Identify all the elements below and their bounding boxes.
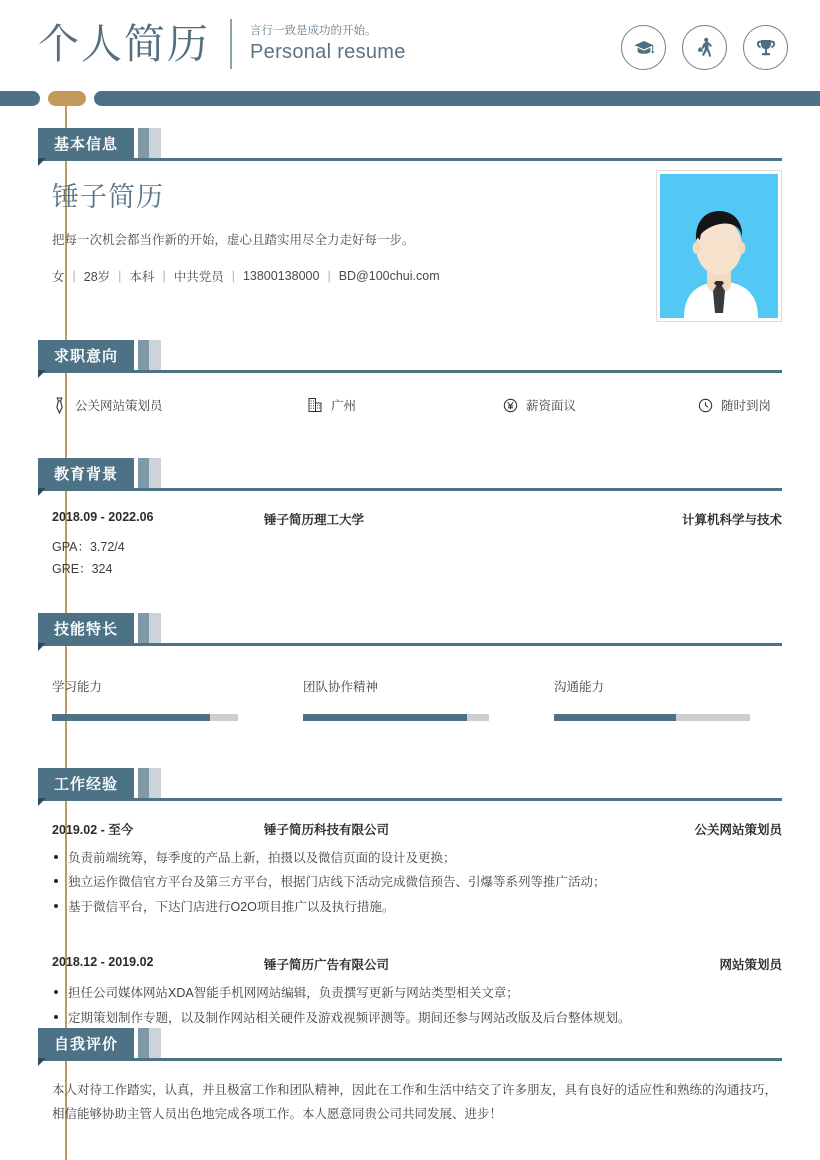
skill-label: 团队协作精神 <box>303 680 379 694</box>
meta-separator: | <box>162 268 166 283</box>
tab-light-segment <box>149 613 161 643</box>
businessman-walking-icon <box>682 25 727 70</box>
section-header-intention <box>0 340 820 374</box>
section-header-skills <box>0 613 820 647</box>
section-rule <box>38 488 782 491</box>
self-evaluation-text: 本人对待工作踏实，认真，并且极富工作和团队精神，因此在工作和生活中结交了许多朋友，具有良好的适应性和熟练的沟通技巧，相信能够协助主管人员出色地完成各项工作。本人愿意同贵公司共同发展、进步！ <box>52 1083 778 1122</box>
header-subtitle-en: Personal resume <box>250 40 406 63</box>
intention-city-label: 广州 <box>331 399 357 413</box>
meta-separator: | <box>327 268 331 283</box>
meta-political: 中共党员 <box>173 269 224 284</box>
intention-availability <box>698 396 771 414</box>
skill-label: 沟通能力 <box>554 680 605 694</box>
work-bullet: 独立运作微信官方平台及第三方平台，根据门店线下活动完成微信预告、引爆等系列等推广活动； <box>52 870 782 894</box>
section-rule <box>38 643 782 646</box>
work-company: 锤子简历广告有限公司 <box>264 958 390 973</box>
section-rule <box>38 798 782 801</box>
necktie-icon <box>52 397 67 414</box>
meta-separator: | <box>231 268 235 283</box>
section-education <box>0 458 820 581</box>
skill-bar-fill <box>554 714 676 721</box>
section-basic-info <box>0 128 820 285</box>
tab-light-segment <box>149 340 161 370</box>
intention-availability-label: 随时到岗 <box>721 399 772 413</box>
header-decor-bar <box>0 91 820 106</box>
work-company: 锤子简历科技有限公司 <box>264 823 390 837</box>
work-bullets <box>52 981 782 1030</box>
section-body-basic <box>0 162 820 285</box>
section-header-education <box>0 458 820 492</box>
avatar <box>656 170 782 322</box>
yen-circle-icon <box>503 398 518 413</box>
section-tab-label: 求职意向 <box>38 340 134 370</box>
tab-light-segment <box>149 1028 161 1058</box>
section-header-work <box>0 768 820 802</box>
decor-segment-gold <box>48 91 86 106</box>
work-bullet: 基于微信平台，下达门店进行O2O项目推广以及执行措施。 <box>52 895 782 919</box>
skill-bar-fill <box>52 714 210 721</box>
intention-city <box>308 396 503 414</box>
skills-row <box>52 647 782 721</box>
section-tab-label: 工作经验 <box>38 768 134 798</box>
meta-separator: | <box>118 268 122 283</box>
intention-salary-label: 薪资面议 <box>526 399 577 413</box>
tab-fold-corner <box>38 1058 46 1066</box>
skill-item <box>52 677 280 721</box>
education-details <box>52 537 782 581</box>
skill-bar-fill <box>303 714 467 721</box>
education-major: 计算机科学与技术 <box>681 513 782 527</box>
graduation-cap-icon <box>621 25 666 70</box>
meta-age: 28岁 <box>83 269 111 284</box>
tab-mid-segment <box>138 128 149 158</box>
section-tab-label: 教育背景 <box>38 458 134 488</box>
avatar-image <box>660 174 778 318</box>
tab-fold-corner <box>38 488 46 496</box>
section-rule <box>38 158 782 161</box>
section-body-skills <box>0 647 820 721</box>
education-period: 2018.09 - 2022.06 <box>52 510 154 524</box>
skill-item <box>303 677 531 721</box>
intention-position-label: 公关网站策划员 <box>75 399 163 413</box>
tab-mid-segment <box>138 340 149 370</box>
work-entry-header <box>52 937 782 973</box>
education-school: 锤子简历理工大学 <box>264 513 365 527</box>
work-role: 公关网站策划员 <box>694 823 782 837</box>
education-gpa: GPA：3.72/4 <box>52 540 125 554</box>
decor-segment-right <box>94 91 820 106</box>
work-entry <box>52 937 782 1030</box>
tab-mid-segment <box>138 458 149 488</box>
candidate-name: 锤子简历 <box>52 182 164 212</box>
section-tab-label: 技能特长 <box>38 613 134 643</box>
section-tab-label: 自我评价 <box>38 1028 134 1058</box>
candidate-motto: 把每一次机会都当作新的开始，虚心且踏实用尽全力走好每一步。 <box>52 233 415 247</box>
page-title-cn: 个人简历 <box>38 20 210 67</box>
trophy-icon <box>743 25 788 70</box>
section-body-evaluation <box>0 1062 820 1127</box>
education-row <box>52 492 782 528</box>
decor-segment-left <box>0 91 40 106</box>
meta-degree: 本科 <box>129 269 155 284</box>
page-header <box>0 0 820 88</box>
section-header-basic <box>0 128 820 162</box>
tab-mid-segment <box>138 768 149 798</box>
work-entry <box>52 802 782 919</box>
work-bullet: 定期策划制作专题，以及制作网站相关硬件及游戏视频评测等。期间还参与网站改版及后台整体规划。 <box>52 1006 782 1030</box>
tab-light-segment <box>149 128 161 158</box>
section-body-intention <box>0 374 820 414</box>
header-icon-group <box>621 25 788 70</box>
clock-icon <box>698 398 713 413</box>
work-period: 2018.12 - 2019.02 <box>52 955 154 970</box>
header-subtitle-cn: 言行一致是成功的开始。 <box>250 25 377 38</box>
section-header-evaluation <box>0 1028 820 1062</box>
skill-bar-track <box>303 714 489 721</box>
work-period: 2019.02 - 至今 <box>52 823 134 837</box>
tab-mid-segment <box>138 613 149 643</box>
skill-bar-track <box>52 714 238 721</box>
education-gre: GRE：324 <box>52 561 113 576</box>
tab-fold-corner <box>38 158 46 166</box>
work-bullets <box>52 846 782 919</box>
skill-item <box>554 677 782 721</box>
work-entry-header <box>52 802 782 838</box>
tab-light-segment <box>149 458 161 488</box>
tab-fold-corner <box>38 370 46 378</box>
tab-mid-segment <box>138 1028 149 1058</box>
section-self-evaluation <box>0 1028 820 1127</box>
work-role: 网站策划员 <box>719 958 782 973</box>
tab-fold-corner <box>38 798 46 806</box>
skill-label: 学习能力 <box>52 680 103 694</box>
work-bullet: 负责前端统筹，每季度的产品上新，拍摄以及微信页面的设计及更换； <box>52 846 782 870</box>
tab-light-segment <box>149 768 161 798</box>
meta-separator: | <box>72 268 76 283</box>
section-body-education <box>0 492 820 581</box>
title-divider <box>230 19 232 69</box>
skill-bar-track <box>554 714 750 721</box>
work-bullet: 担任公司媒体网站XDA智能手机网网站编辑，负责撰写更新与网站类型相关文章； <box>52 981 782 1005</box>
section-rule <box>38 370 782 373</box>
meta-email: BD@100chui.com <box>338 268 440 283</box>
section-rule <box>38 1058 782 1061</box>
building-icon <box>308 397 323 413</box>
intention-row <box>52 374 782 414</box>
section-job-intention <box>0 340 820 414</box>
tab-fold-corner <box>38 643 46 651</box>
intention-position <box>52 396 308 414</box>
section-body-work <box>0 802 820 1030</box>
section-skills <box>0 613 820 721</box>
meta-phone: 13800138000 <box>242 268 320 283</box>
section-work-experience <box>0 768 820 1030</box>
intention-salary <box>503 396 698 414</box>
meta-gender: 女 <box>52 269 65 284</box>
section-tab-label: 基本信息 <box>38 128 134 158</box>
